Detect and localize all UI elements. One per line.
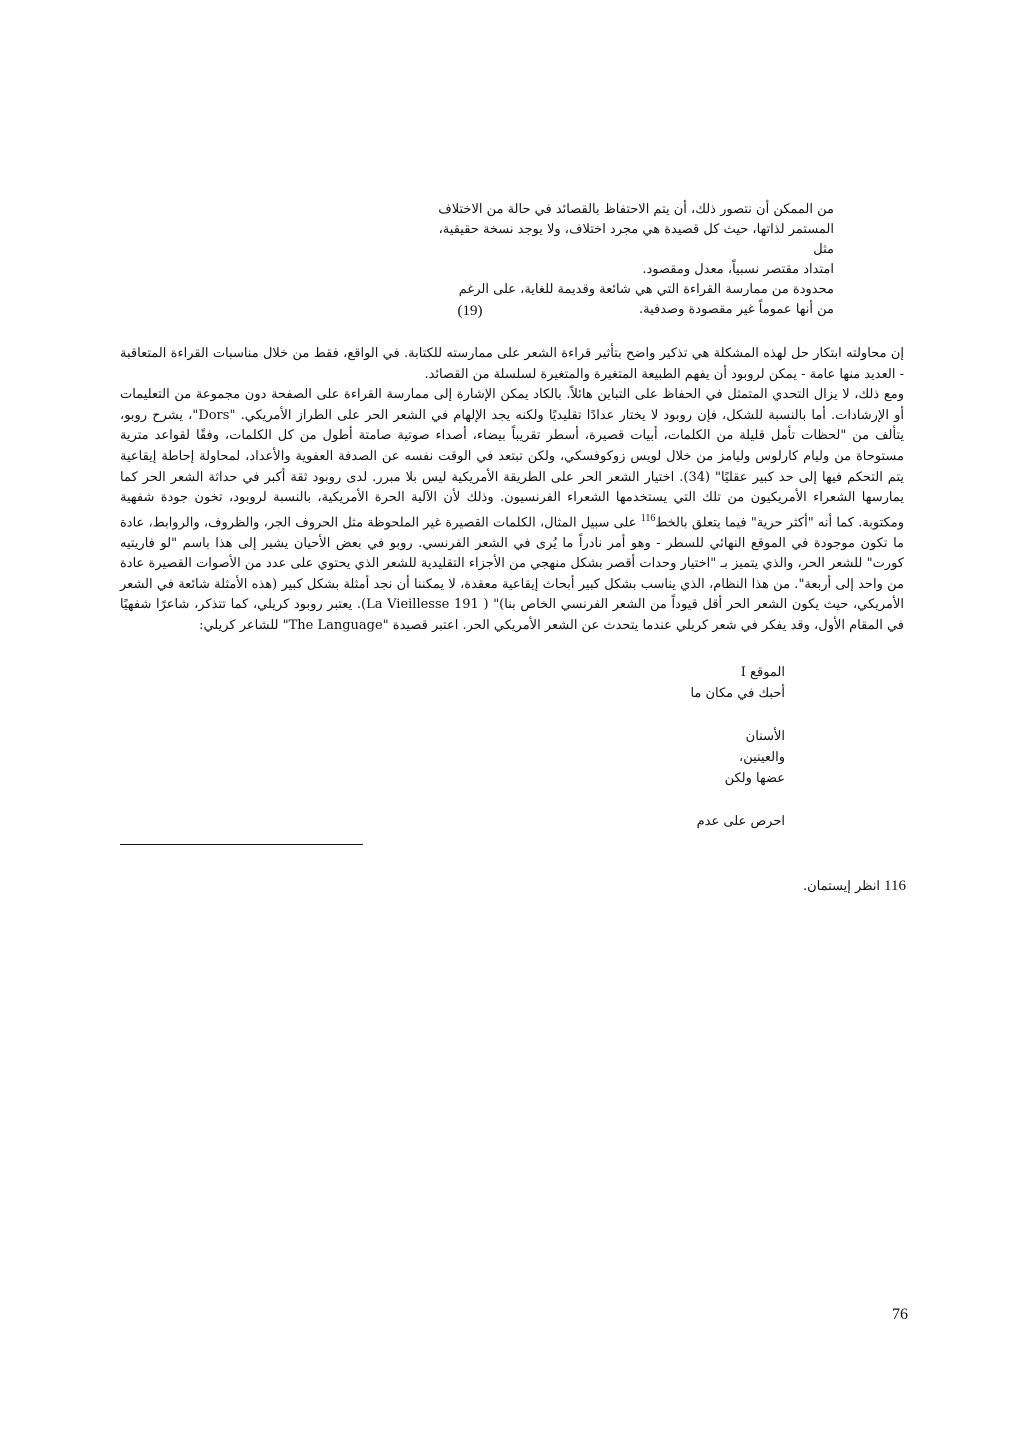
paragraph-text: ومع ذلك، لا يزال التحدي المتمثل في الحفاظ على التباين هائلاً. بالكاد يمكن الإشارة إلى ممارسة القراءة على الصفحة دون مجموعة من التعليمات أو الإرشادات. أما بالنسبة للشكل، فإن روبود لا يختار عدادًا تقليديًا ولكنه يجد الإلهام في الشعر الحر على الطراز الأمريكي. "Dors"، يشرح روبو، يتألف من "لحظات تأمل قليلة من الكلمات، أبيات قصيرة، أسطر تقريباً بيضاء، أصداء صوتية صامتة أطول من كل الكلمات، وفقًا لقواعد مترية مستوحاة من وليام كارلوس وليامز من خلال لويس زوكوفسكي، ولكن تبتعد في الوقت نفسه عن الصدفة العفوية والأعداد، لمحاولة إحاطة إيقاعية يتم التحكم فيها إلى حد كبير عقليًا" (34). اختيار الشعر الحر على الطريقة الأمريكية ليس بلا مبرر. لدى روبود ثقة أكبر في حداثة الشعر الحر كما يمارسها الشعراء الأمريكيون من تلك التي يستخدمها الشعراء الفرنسيون. وذلك لأن الآلية الحرة الأمريكية، بالنسبة لروبود، تخون جودة شفهية ومكتوبة. كما أنه "أكثر حرية" فيما يتعلق بالخط bbox=[120, 387, 904, 531]
poem-stanza bbox=[540, 811, 785, 832]
footnote bbox=[600, 876, 906, 897]
quote-line: من أنها عموماً غير مقصودة وصدفية. bbox=[638, 302, 834, 317]
poem-line: عضها ولكن bbox=[724, 771, 785, 786]
quote-line: من الممكن أن نتصور ذلك، أن يتم الاحتفاظ بالقصائد في حالة من الاختلاف bbox=[438, 202, 834, 217]
quote-line: المستمر لذاتها، حيث كل قصيدة هي مجرد اختلاف، ولا يوجد نسخة حقيقية، مثل bbox=[438, 222, 834, 257]
quote-line: امتداد مقتصر نسبياً، معدل ومقصود. bbox=[642, 262, 834, 277]
paragraph bbox=[120, 385, 904, 636]
quote-line: محدودة من ممارسة القراءة التي هي شائعة وقديمة للغاية، على الرغم bbox=[458, 282, 834, 297]
poem-line: الأسنان bbox=[745, 729, 785, 744]
footnote-divider bbox=[120, 844, 363, 845]
paragraph: إن محاولته ابتكار حل لهذه المشكلة هي تذكير واضح بتأثير قراءة الشعر على ممارسته للكتابة. في الواقع، فقط من خلال مناسبات القراءة المتعاقبة - العديد منها عامة - يمكن لروبود أن يفهم الطبيعة المتغيرة والمتغيرة لسلسلة من القصائد. bbox=[120, 346, 904, 382]
quote-citation-number: (19) bbox=[457, 303, 483, 319]
page-number: 76 bbox=[892, 1306, 908, 1323]
poem-excerpt bbox=[540, 662, 785, 854]
poem-line: احرص على عدم bbox=[696, 814, 785, 829]
footnote-reference[interactable]: 116 bbox=[640, 512, 656, 524]
poem-line: الموقع I bbox=[740, 665, 785, 680]
poem-line: والعينين، bbox=[739, 750, 785, 765]
footnote-text: انظر إيستمان. bbox=[802, 879, 881, 894]
footnote-number: 116 bbox=[884, 878, 906, 894]
poem-stanza bbox=[540, 726, 785, 789]
body-text bbox=[120, 344, 904, 637]
paragraph-text: على سبيل المثال، الكلمات القصيرة غير الملحوظة مثل الحروف الجر، والظروف، والروابط، عادة ما تكون موجودة في الموقع النهائي للسطر - وهو أمر نادراً ما يُرى في الشعر الفرنسي. روبو في بعض الأحيان يشير إلى هذا باسم "لو فاريتيه كورت" للشعر الحر، والذي يتميز بـ "اختيار وحدات أقصر بشكل منهجي من الأجزاء التقليدية للشعر الذي يحتوي على عدد من الأصوات القصيرة عادة من واحد إلى أربعة". من هذا النظام، الذي يناسب بشكل كبير أبحاث إيقاعية معقدة، لا يمكننا أن نجد أمثلة بشكل كبير (هذه الأمثلة شائعة في الشعر الأمريكي، حيث يكون الشعر الحر أقل قيوداً من الشعر الفرنسي الخاص بنا)" ( La Vieillesse 191). يعتبر روبود كريلي، كما تتذكر، شاعرًا شفهيًا في المقام الأول، وقد يفكر في شعر كريلي عندما يتحدث عن الشعر الأمريكي الحر. اعتبر قصيدة "The Language" للشاعر كريلي: bbox=[120, 515, 904, 634]
block-quote bbox=[420, 200, 834, 320]
poem-stanza bbox=[540, 662, 785, 704]
poem-line: أحبك في مكان ما bbox=[690, 686, 785, 701]
